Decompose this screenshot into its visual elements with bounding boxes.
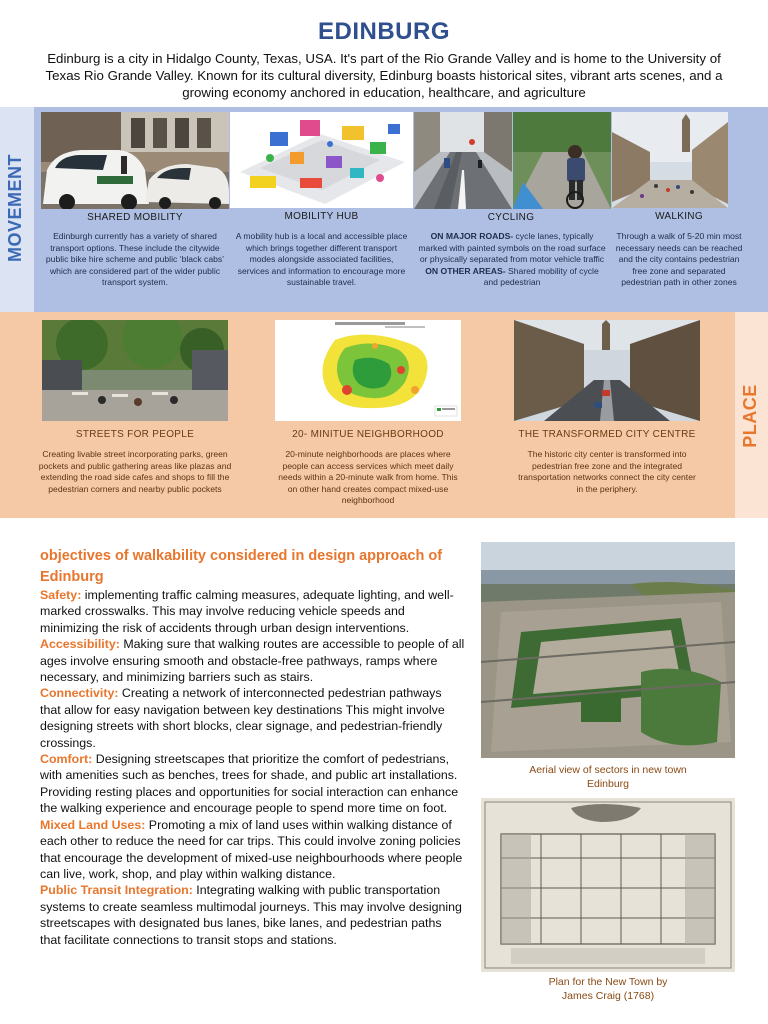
page-title: EDINBURG (317, 18, 450, 45)
objective-mixed-land-uses-text: Promoting a mix of land uses within walking distance of each other to reduce the need for car trips. This could involve zoning policies that encourage the development of mixed-use neighbourhoods where people can live, work, shop, and play within walking distance. (40, 817, 463, 881)
cycling-keyword-other-areas: ON OTHER AREAS- (425, 265, 506, 276)
new-town-plan-caption-line1: Plan for the New Town by (548, 976, 668, 988)
streets-for-people-photo (42, 320, 228, 421)
shared-mobility-text: Edinburgh currently has a variety of shared transport options. These include the citywide public bike hire scheme and public ‘black cabs’ which are considered part of the wider public transport system. (45, 231, 225, 288)
mobility-hub-text: A mobility hub is a local and accessible place which brings together different transport modes alongside associated facilities, services and information to encourage more sustainable travel. (235, 231, 408, 288)
place-label: PLACE (740, 384, 760, 448)
aerial-view-photo (481, 542, 735, 758)
objective-accessibility-text: Making sure that walking routes are accessible to people of all ages involve ensuring smooth and obstacle-free pathways, ramps where necessary, and minimizing barriers such as stairs. (40, 637, 465, 685)
objective-comfort-text: Designing streetscapes that prioritize the comfort of pedestrians, with amenities such as benches, trees for shade, and public art installations. Providing resting places and opportunities for social interaction can enhance the walking experience and encourage people to spend more time on foot. (40, 752, 459, 816)
cycling-road-photo (414, 112, 512, 209)
objective-connectivity-text: Creating a network of interconnected pedestrian pathways that allow for easy navigation between key destinations This might involve designing streets with short blocks, clear signage, and pedestrian-friendly crossings. (40, 686, 445, 750)
city-centre-text: The historic city center is transformed into pedestrian free zone and the integrated transportation networks connect the city center in the periphery. (518, 449, 696, 494)
city-centre-photo (514, 320, 700, 421)
neighborhood-caption: 20- MINITUE NEIGHBORHOOD (292, 429, 444, 440)
aerial-view-caption-line1: Aerial view of sectors in new town (529, 764, 687, 776)
aerial-view-caption (481, 763, 735, 791)
objective-safety-text: implementing traffic calming measures, adequate lighting, and well-marked crosswalks. This may involve reducing vehicle speeds and minimizing the risk of accidents through urban design interventions. (40, 588, 454, 635)
cyclist-photo (513, 112, 611, 209)
objective-transit-integration-text: Integrating walking with public transportation systems to create seamless multimodal journeys. This may involve designing streetscapes with designated bus lanes, bike lanes, and pedestrian paths that facilitate connections to transit stops and stations. (40, 883, 462, 947)
objective-accessibility-heading: Accessibility: (40, 637, 120, 652)
objectives-title: objectives of walkability considered in design approach of Edinburg (40, 548, 443, 585)
mobility-hub-caption: MOBILITY HUB (284, 211, 359, 222)
aerial-view-caption-line2: Edinburg (586, 778, 630, 790)
walking-text: Through a walk of 5-20 min most necessary needs can be reached and the city contains pedestrian free zone and separated pedestrian path in other zones (615, 231, 743, 288)
cycling-caption: CYCLING (487, 212, 535, 223)
intro-paragraph: Edinburg is a city in Hidalgo County, Texas, USA. It's part of the Rio Grande Valley and is home to the University of Texas Rio Grande Valley. Known for its cultural diversity, Edinburg boasts historical sites, vibrant arts scenes, and a growing economy anchored in education, healthcare, and agriculture (45, 51, 723, 100)
walking-street-photo (612, 112, 728, 208)
city-centre-caption: THE TRANSFORMED CITY CENTRE (518, 429, 696, 440)
objectives-list (40, 587, 465, 948)
objective-comfort-heading: Comfort: (40, 752, 93, 767)
neighborhood-map (275, 320, 461, 421)
objective-connectivity-heading: Connectivity: (40, 686, 119, 701)
movement-label: MOVEMENT (5, 154, 25, 263)
objective-safety-heading: Safety: (40, 588, 82, 602)
cycling-text (418, 231, 606, 289)
objective-mixed-land-uses-heading: Mixed Land Uses: (40, 817, 146, 832)
walking-caption: WALKING (655, 211, 703, 222)
new-town-plan (481, 798, 735, 972)
cycling-text-part2: Shared mobility of cycle and pedestrian (483, 265, 599, 288)
new-town-plan-caption-line2: James Craig (1768) (561, 990, 655, 1002)
streets-for-people-caption: STREETS FOR PEOPLE (75, 429, 195, 440)
neighborhood-text: 20-minute neighborhoods are places where people can access services which meet daily needs within a 20-minute walk from home. This on other hand creates compact mixed-use neighborhood (278, 449, 458, 506)
new-town-plan-caption (481, 975, 735, 1003)
mobility-hub-illustration (230, 112, 413, 208)
cycling-text-part1: cycle lanes, typically marked with painted symbols on the road surface or physically separated from motor vehicle traffic (418, 231, 606, 265)
shared-mobility-caption: SHARED MOBILITY (87, 212, 183, 223)
objective-transit-integration-heading: Public Transit Integration: (40, 883, 193, 898)
streets-for-people-text: Creating livable street incorporating parks, green pockets and public gathering areas like plazas and extending the road side cafes and shops to fill the pedestrian corners and nearby public pockets (38, 449, 232, 494)
shared-mobility-photo (41, 112, 229, 209)
cycling-keyword-major-roads: ON MAJOR ROADS- (430, 231, 514, 241)
